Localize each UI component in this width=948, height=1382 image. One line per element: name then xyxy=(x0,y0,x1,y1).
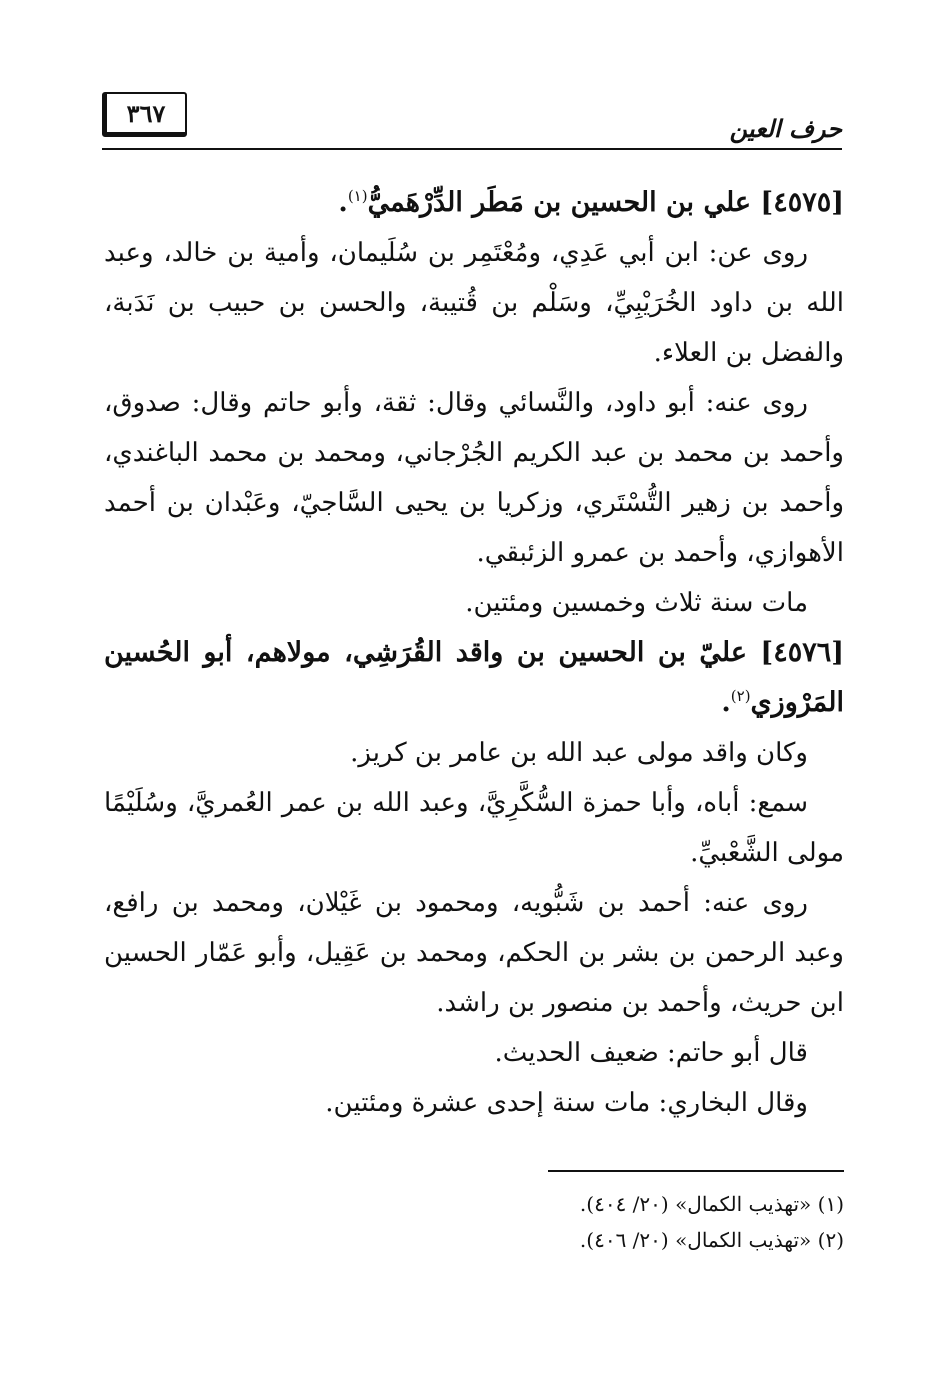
biography-entry xyxy=(104,628,844,1128)
footnote-marker: (٢) xyxy=(730,687,751,705)
page-number: ٣٦٧ xyxy=(102,92,187,137)
entry-paragraph: روى عن: ابن أبي عَدِي، ومُعْتَمِر بن سُلَيمان، وأمية بن خالد، وعبد الله بن داود الخُرَيْبِيِّ، وسَلْم بن قُتيبة، والحسن بن حبيب بن نَدَبة، والفضل بن العلاء. xyxy=(104,238,844,368)
footnote-divider xyxy=(548,1170,844,1172)
header-divider xyxy=(102,148,842,150)
entry-paragraph: مات سنة ثلاث وخمسين ومئتين. xyxy=(465,588,808,618)
running-title: حرف العين xyxy=(729,114,842,143)
entry-paragraph: وقال البخاري: مات سنة إحدى عشرة ومئتين. xyxy=(325,1088,808,1118)
entry-title: [٤٥٧٦] عليّ بن الحسين بن واقد القُرَشِي، مولاهم، أبو الحُسين المَرْوزي$^{(٢)}$. xyxy=(104,637,844,718)
page-header xyxy=(102,92,842,152)
entry-paragraph: قال أبو حاتم: ضعيف الحديث. xyxy=(494,1038,808,1068)
biography-entry xyxy=(104,178,844,628)
entry-title: [٤٥٧٥] علي بن الحسين بن مَطَر الدِّرْهَميُّ$^{(١)}$. xyxy=(338,187,844,218)
footnote: (١) «تهذيب الكمال» (٢٠/ ٤٠٤). xyxy=(579,1192,844,1216)
page-body xyxy=(104,178,844,1128)
entry-paragraph: روى عنه: أحمد بن شَبُّويه، ومحمود بن غَيْلان، ومحمد بن رافع، وعبد الرحمن بن بشر بن الحكم، ومحمد بن عَقِيل، وأبو عَمّار الحسين ابن حريث، وأحمد بن منصور بن راشد. xyxy=(104,888,844,1018)
entry-paragraph: وكان واقد مولى عبد الله بن عامر بن كريز. xyxy=(350,738,808,768)
footnote: (٢) «تهذيب الكمال» (٢٠/ ٤٠٦). xyxy=(579,1228,844,1252)
entry-paragraph: روى عنه: أبو داود، والنَّسائي وقال: ثقة، وأبو حاتم وقال: صدوق، وأحمد بن محمد بن عبد الكريم الجُرْجاني، ومحمد بن محمد الباغندي، وأحمد بن زهير التُّسْتَري، وزكريا بن يحيى السَّاجيّ، وعَبْدان بن أحمد الأهوازي، وأحمد بن عمرو الزئبقي. xyxy=(104,388,844,568)
footnotes xyxy=(104,1186,844,1258)
footnote-marker: (١) xyxy=(347,187,368,205)
entry-paragraph: سمع: أباه، وأبا حمزة السُّكَّرِيَّ، وعبد الله بن عمر العُمريَّ، وسُلَيْمًا مولى الشَّعْبيِّ. xyxy=(104,788,844,868)
